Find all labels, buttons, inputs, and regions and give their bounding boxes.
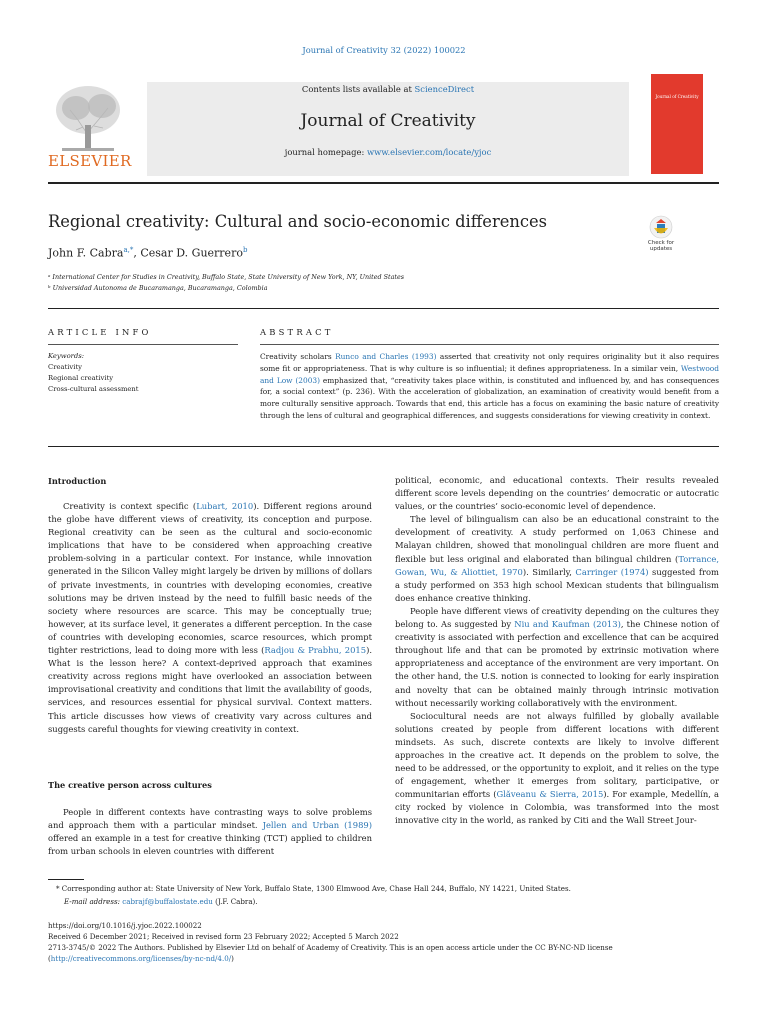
received-dates: Received 6 December 2021; Received in revised form 23 February 2022; Accepted 5 March 2022 (48, 932, 399, 941)
affiliation-marker[interactable]: a,* (123, 246, 134, 254)
affiliation-a: ᵃ International Center for Studies in Creativity, Buffalo State, State University of New York, NY, United States (48, 273, 405, 281)
article-info-rule (48, 344, 238, 345)
homepage-line: journal homepage: www.elsevier.com/locate/yjoc (284, 147, 492, 157)
keyword: Creativity (48, 363, 83, 371)
author-list: John F. Cabra$^{a,*}$, Cesar D. Guerrero$^b$ (48, 246, 248, 260)
affiliation-rule (48, 308, 719, 309)
citation-link[interactable]: Carringer (1974) (575, 566, 649, 577)
abstract-bottom-rule (48, 446, 719, 447)
keyword: Regional creativity (48, 374, 114, 382)
citation-link[interactable]: Runco and Charles (1993) (335, 352, 437, 361)
journal-title: Journal of Creativity (300, 111, 476, 131)
keywords-label: Keywords: (48, 352, 85, 360)
abstract-heading: ABSTRACT (260, 327, 334, 337)
corresponding-author-note: * Corresponding author at: State University of New York, Buffalo State, 1300 Elmwood Ave, Chase Hall 244, Buffalo, NY 14221, United States. (56, 884, 571, 893)
citation-link[interactable]: Jellen and Urban (1989) (262, 820, 372, 831)
check-for-updates-label: Check for updates (647, 240, 675, 252)
paragraph: People in different contexts have contrasting ways to solve problems and approach them with a particular mindset. Jellen and Urban (1989) offered an example in a test for creative thinking (TCT) applied to children from urban schools in eleven countries with different (48, 807, 372, 857)
section-heading-creative-person: The creative person across cultures (48, 780, 212, 790)
footnote-rule (48, 879, 84, 880)
citation-link[interactable]: Radjou & Prabhu, 2015 (264, 645, 367, 656)
affiliation-b: ᵇ Universidad Autonoma de Bucaramanga, Bucaramanga, Colombia (48, 284, 268, 292)
affiliation-marker[interactable]: b (242, 246, 248, 254)
citation-link[interactable]: Lubart, 2010 (196, 501, 254, 511)
author-name[interactable]: Cesar D. Guerrero (140, 246, 243, 260)
contents-line: Contents lists available at ScienceDirect (301, 84, 475, 94)
introduction-body (48, 500, 372, 736)
paragraph: Creativity is context specific (Lubart, 2010). Different regions around the globe have different views of creativity, its conception and purpose. Regional creativity can be seen as the cultural and socio-economic implications that have to be considered when approaching creative problem-solving in a particular context. For instance, while innovation generated in the Silicon Valley might largely be driven by millions of dollars of private investments, in countries with developing economies, creative solutions may be driven instead by the need to fulfill basic needs of the society where resources are scarce. This may be conceptually true; however, at its surface level, it generates a different perception. In the case of countries with developing economies, scarce resources, which prompt tighter restrictions, lead to doing more with less (Radjou & Prabhu, 2015). What is the lesson here? A context-deprived approach that examines creativity across regions might have overlooked an association between improvisational creativity and conditions that limit the availability of goods, services, and resources essential for physical survival. Context matters. This article discusses how views of creativity vary across cultures and suggests careful thoughts for viewing creativity in context. (48, 501, 373, 734)
sciencedirect-link[interactable]: ScienceDirect (414, 84, 475, 94)
journal-cover-thumbnail[interactable] (651, 74, 703, 174)
abstract-rule (260, 344, 719, 345)
author-name[interactable]: John F. Cabra (48, 246, 124, 260)
header-rule (48, 182, 719, 184)
abstract-text: Creativity scholars Runco and Charles (1993) asserted that creativity not only requires originality but it also requires some fit or appropriateness. That is why culture is so influential; it defines appropriateness. In a similar vein, Westwood and Low (2003) emphasized that, “creativity takes place within, is constituted and influenced by, and has consequences for, a social context” (p. 236). With the acceleration of globalization, an examination of creativity would benefit from a more culturally sensitive approach. Towards that end, this article has a focus on examining the basic nature of creativity through the lens of cultural and geographical differences, and suggests considerations for viewing creativity in context. (260, 352, 720, 420)
license-line: (http://creativecommons.org/licenses/by-nc-nd/4.0/) (48, 954, 234, 963)
section-heading-introduction: Introduction (48, 476, 107, 486)
email-line: E-mail address: cabrajf@buffalostate.edu (J.F. Cabra). (64, 897, 258, 906)
license-statement: 2713-3745/© 2022 The Authors. Published by Elsevier Ltd on behalf of Academy of Creativity. This is an open access article under the CC BY-NC-ND license (48, 943, 613, 952)
running-head[interactable]: Journal of Creativity 32 (2022) 100022 (302, 45, 466, 55)
paragraph: People have different views of creativity depending on the cultures they belong to. As suggested by Niu and Kaufman (2013), the Chinese notion of creativity is associated with perfection and excellence that can be acquired throughout life and that can be promoted by extrinsic motivation where appropriateness and acceptance of the environment are very important. On the other hand, the U.S. notion is connected to looking for early inspiration and novelty that can be obtained mainly through intrinsic motivation without necessarily working collaboratively with the environment. (395, 605, 719, 708)
homepage-link[interactable]: www.elsevier.com/locate/yjoc (366, 147, 492, 157)
cover-title: Journal of Creativity (655, 94, 699, 99)
creative-person-body (48, 806, 372, 858)
elsevier-wordmark[interactable]: ELSEVIER (48, 152, 132, 170)
paragraph: Sociocultural needs are not always fulfilled by globally available solutions created by people from different locations with different mindsets. As such, discrete contexts are likely to involve different approaches in the creative act. It depends on the problem to solve, the need to be addressed, or the opportunity to exploit, and it relies on the type of engagement, whether it emerges from solitary, participative, or communitarian efforts (Glăveanu & Sierra, 2015). For example, Medellín, a city rocked by violence in Colombia, was transformed into the most innovative city in the world, as ranked by Citi and the Wall Street Jour- (395, 710, 720, 826)
article-title: Regional creativity: Cultural and socio-economic differences (48, 212, 547, 231)
article-info-heading: ARTICLE INFO (48, 327, 152, 337)
paragraph: The level of bilingualism can also be an educational constraint to the development of creativity. A study performed on 1,063 Chinese and Malayan children, showed that monolingual children are more fluent and flexible but less original and elaborated than bilingual children (Torrance, Gowan, Wu, & Aliottiet, 1970). Similarly, Carringer (1974) suggested from a study performed on 353 high school Mexican students that bilingualism does enhance creative thinking. (395, 514, 719, 603)
email-link[interactable]: cabrajf@buffalostate.edu (122, 897, 213, 906)
citation-link[interactable]: Niu and Kaufman (2013) (514, 619, 621, 630)
paragraph: political, economic, and educational contexts. Their results revealed different score levels depending on the countries’ democratic or autocratic values, or the countries’ socio-economic level of dependence. (395, 475, 719, 512)
doi-link[interactable]: https://doi.org/10.1016/j.yjoc.2022.100022 (48, 921, 202, 930)
keyword: Cross-cultural assessment (48, 385, 139, 393)
citation-link[interactable]: Westwood and Low (2003) (260, 363, 719, 385)
journal-banner (147, 82, 629, 176)
right-column-body (395, 474, 719, 828)
license-link[interactable]: http://creativecommons.org/licenses/by-nc-nd/4.0/ (50, 954, 232, 963)
citation-link[interactable]: Torrance, Gowan, Wu, & Aliottiet, 1970 (395, 553, 719, 577)
citation-link[interactable]: Glăveanu & Sierra, 2015 (496, 789, 604, 800)
